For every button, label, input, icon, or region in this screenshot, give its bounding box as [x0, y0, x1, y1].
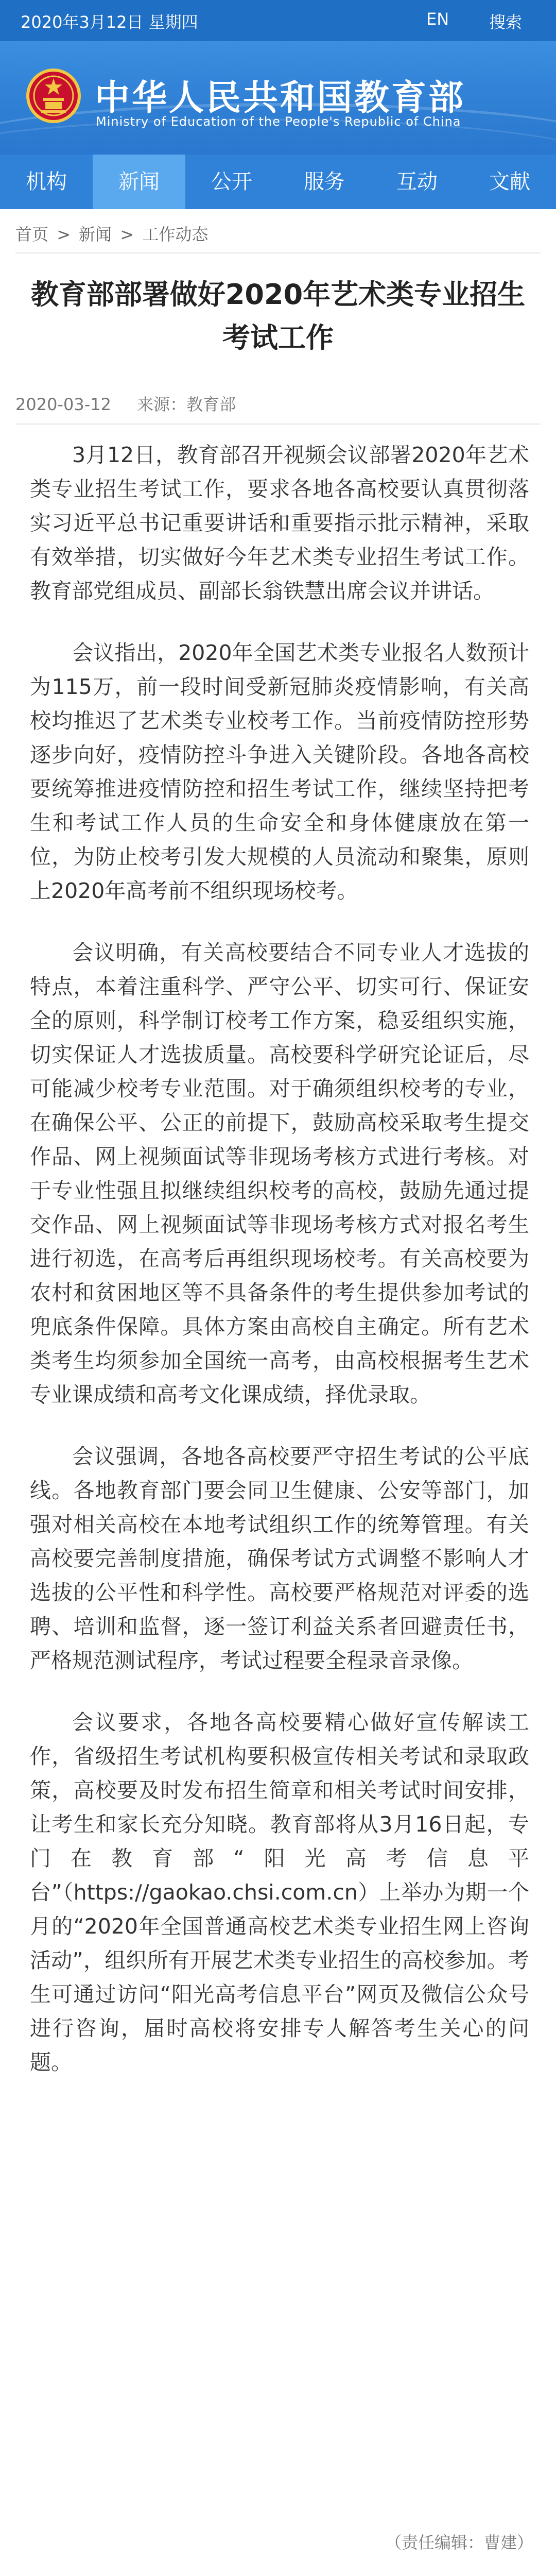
nav-item-public[interactable]: 公开: [211, 170, 252, 194]
breadcrumb-separator: >: [120, 225, 134, 244]
breadcrumb-home[interactable]: 首页: [15, 225, 49, 244]
site-header: [0, 41, 556, 155]
site-name[interactable]: 中华人民共和国教育部: [95, 77, 466, 118]
article-paragraph: 会议要求，各地各高校要精心做好宣传解读工作，省级招生考试机构要积极宣传相关考试和录取政策，高校要及时发布招生简章和相关考试时间安排，让考生和家长充分知晓。教育部将从3月16日起，专门在教育部“阳光高考信息平台”（https://gaokao.chsi.com.cn）上举办为期一个月的“2020年全国普通高校艺术类专业招生网上咨询活动”，组织所有开展艺术类专业招生的高校参加。考生可通过访问“阳光高考信息平台”网页及微信公众号进行咨询，届时高校将安排专人解答考生关心的问题。: [30, 1710, 529, 2075]
top-bar: [0, 0, 556, 41]
article-paragraph: 会议明确，有关高校要结合不同专业人才选拔的特点，本着注重科学、严守公平、切实可行、保证安全的原则，科学制订校考工作方案，稳妥组织实施，切实保证人才选拔质量。高校要科学研究论证后，尽可能减少校考专业范围。对于确须组织校考的专业，在确保公平、公正的前提下，鼓励高校采取考生提交作品、网上视频面试等非现场考核方式进行考核。对于专业性强且拟继续组织校考的高校，鼓励先通过提交作品、网上视频面试等非现场考核方式对报名考生进行初选，在高考后再组织现场校考。有关高校要为农村和贫困地区等不具备条件的考生提供参加考试的兜底条件保障。具体方案由高校自主确定。所有艺术类考生均须参加全国统一高考，由高校根据考生艺术专业课成绩和高考文化课成绩，择优录取。: [30, 940, 529, 1407]
article-body: [30, 438, 529, 2107]
breadcrumb: [15, 222, 211, 245]
article-source: 来源：教育部: [137, 395, 236, 414]
current-date: 2020年3月12日 星期四: [21, 12, 198, 32]
nav-item-news[interactable]: 新闻: [93, 155, 185, 209]
national-emblem-icon[interactable]: [26, 68, 81, 124]
main-nav: [0, 155, 556, 209]
breadcrumb-news[interactable]: 新闻: [79, 225, 112, 244]
nav-item-interaction[interactable]: 互动: [396, 170, 438, 194]
responsible-editor: （责任编辑：曹建）: [385, 2533, 533, 2552]
nav-item-documents[interactable]: 文献: [489, 170, 530, 194]
article-meta: [15, 392, 236, 415]
article-title: 教育部部署做好2020年艺术类专业招生考试工作: [30, 278, 526, 354]
language-switch-link[interactable]: EN: [426, 9, 449, 29]
article-date: 2020-03-12: [15, 395, 111, 414]
article-paragraph: 会议强调，各地各高校要严守招生考试的公平底线。各地教育部门要会同卫生健康、公安等部门，加强对相关高校在本地考试组织工作的统筹管理。有关高校要完善制度措施，确保考试方式调整不影响人才选拔的公平性和科学性。高校要严格规范对评委的选聘、培训和监督，逐一签订利益关系者回避责任书，严格规范测试程序，考试过程要全程录音录像。: [30, 1444, 529, 1673]
article-paragraph: 会议指出，2020年全国艺术类专业报名人数预计为115万，前一段时间受新冠肺炎疫情影响，有关高校均推迟了艺术类专业校考工作。当前疫情防控形势逐步向好，疫情防控斗争进入关键阶段。各地各高校要统筹推进疫情防控和招生考试工作，继续坚持把考生和考试工作人员的生命安全和身体健康放在第一位，为防止校考引发大规模的人员流动和聚集，原则上2020年高考前不组织现场校考。: [30, 640, 529, 903]
nav-item-organization[interactable]: 机构: [26, 170, 67, 194]
breadcrumb-separator: >: [57, 225, 71, 244]
site-name-english: Ministry of Education of the People's Republic of China: [96, 114, 461, 129]
divider: [15, 423, 541, 425]
breadcrumb-work-news[interactable]: 工作动态: [142, 225, 208, 244]
nav-item-services[interactable]: 服务: [304, 170, 345, 194]
search-link[interactable]: 搜索: [489, 12, 523, 32]
divider: [15, 252, 541, 253]
article-paragraph: 3月12日，教育部召开视频会议部署2020年艺术类专业招生考试工作，要求各地各高校要认真贯彻落实习近平总书记重要讲话和重要指示批示精神，采取有效举措，切实做好今年艺术类专业招生考试工作。教育部党组成员、副部长翁铁慧出席会议并讲话。: [30, 443, 529, 603]
